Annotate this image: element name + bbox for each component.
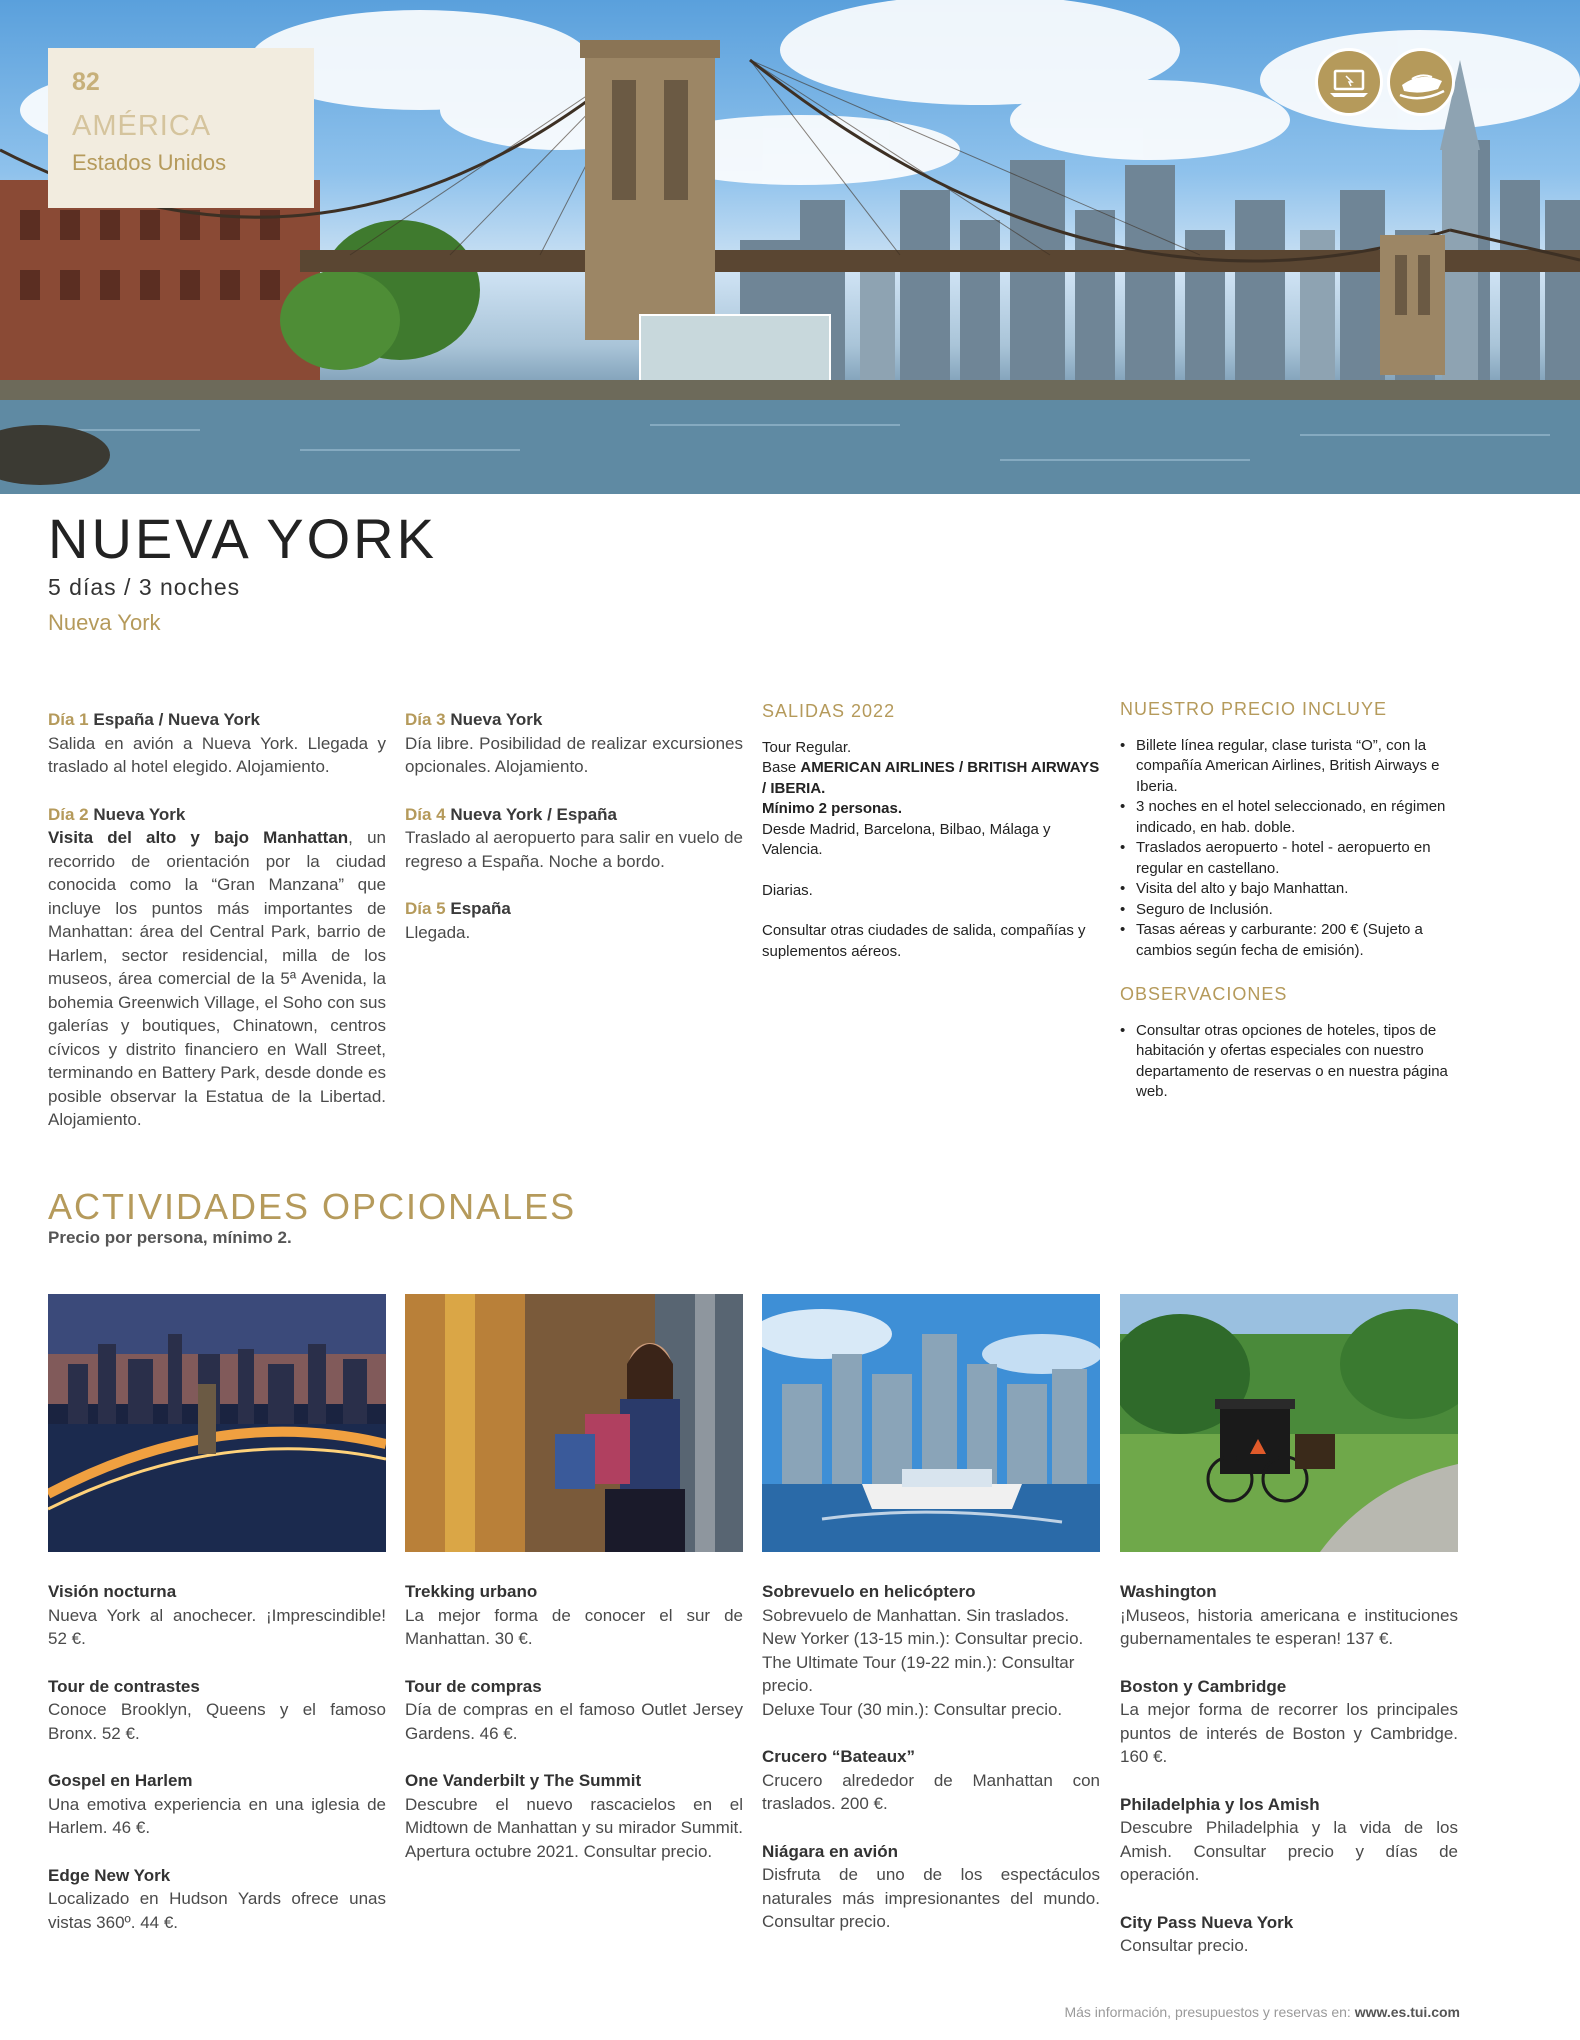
- activity-item: [48, 1864, 386, 1935]
- activities-column-2: [405, 1580, 743, 1887]
- trip-city: Nueva York: [48, 610, 161, 635]
- itinerary-day: [48, 708, 386, 779]
- day-text: Salida en avión a Nueva York. Llegada y traslado al hotel elegido. Alojamiento.: [48, 733, 386, 776]
- observaciones-list: [1120, 1021, 1458, 1103]
- activity-item: [405, 1675, 743, 1746]
- footer: [1064, 2004, 1460, 2020]
- activity-item: [762, 1580, 1100, 1721]
- salidas-tour: Tour Regular.: [762, 738, 852, 756]
- activity-name: Gospel en Harlem: [48, 1771, 193, 1790]
- activity-text: Conoce Brooklyn, Queens y el famoso Bronx. 52 €.: [48, 1700, 386, 1743]
- incluye-heading: NUESTRO PRECIO INCLUYE: [1120, 699, 1388, 719]
- salidas-base-prefix: Base: [762, 759, 801, 776]
- footer-link[interactable]: www.es.tui.com: [1354, 2004, 1460, 2020]
- day-route: Nueva York: [450, 710, 543, 729]
- activity-item: [762, 1840, 1100, 1934]
- day-route: Nueva York: [93, 804, 186, 824]
- itinerary-day: [405, 803, 743, 874]
- activity-name: Niágara en avión: [762, 1841, 899, 1861]
- activity-item: [762, 1745, 1100, 1816]
- night-bridge-photo: [48, 1294, 386, 1552]
- day-number: Día 2: [48, 804, 89, 824]
- activity-name: Boston y Cambridge: [1120, 1676, 1287, 1696]
- salidas-from: Desde Madrid, Barcelona, Bilbao, Málaga y Valencia.: [762, 820, 1051, 858]
- day-number: Día 3: [405, 710, 446, 729]
- activities-column-1: [48, 1580, 386, 1958]
- list-item: • Visita del alto y bajo Manhattan.: [1120, 879, 1458, 900]
- cruise-photo: [762, 1294, 1100, 1552]
- salidas-minimum: Mínimo 2 personas.: [762, 800, 903, 817]
- activity-item: [48, 1675, 386, 1746]
- day-number: Día 5: [405, 899, 446, 918]
- activity-name: Visión nocturna: [48, 1582, 177, 1601]
- laptop-icon: [1315, 48, 1383, 116]
- country-label: Estados Unidos: [72, 150, 227, 175]
- page-number: 82: [72, 68, 100, 96]
- activity-text: Descubre el nuevo rascacielos en el Midtown de Manhattan y su mirador Summit. Apertura octubre 2021. Consultar precio.: [405, 1794, 743, 1861]
- activity-text: Descubre Philadelphia y la vida de los Amish. Consultar precio y días de operación.: [1120, 1818, 1458, 1884]
- activity-name: Crucero “Bateaux”: [762, 1747, 916, 1766]
- activity-item: [1120, 1793, 1458, 1887]
- activity-text: ¡Museos, historia americana e instituciones gubernamentales te esperan! 137 €.: [1120, 1605, 1458, 1648]
- day-text: Llegada.: [405, 922, 471, 942]
- day-route: Nueva York / España: [450, 804, 617, 824]
- salidas-note: Consultar otras ciudades de salida, compañías y suplementos aéreos.: [762, 922, 1086, 960]
- day-route: España: [450, 899, 511, 918]
- observaciones-heading: OBSERVACIONES: [1120, 984, 1288, 1004]
- activity-name: Sobrevuelo en helicóptero: [762, 1582, 976, 1601]
- hero-image: [0, 0, 1580, 494]
- activity-item: [405, 1769, 743, 1863]
- day-highlight: Visita del alto y bajo Manhattan: [48, 828, 349, 847]
- list-item: • Seguro de Inclusión.: [1120, 900, 1458, 921]
- activity-item: [48, 1580, 386, 1651]
- list-item: • 3 noches en el hotel seleccionado, en régimen indicado, en hab. doble.: [1120, 797, 1458, 838]
- trip-duration: 5 días / 3 noches: [48, 574, 241, 600]
- activity-name: One Vanderbilt y The Summit: [405, 1771, 642, 1790]
- day-text: , un recorrido de orientación por la ciudad conocida como la “Gran Manzana” que incluye los puntos más importantes de Manhattan: área del Central Park, barrio de Harlem, sector residencial, milla de los museos, área comercial de la 5ª Avenida, la bohemia Greenwich Village, el Soho con sus galerías y boutiques, Chinatown, centros cívicos y distrito financiero en Wall Street, terminando en Battery Park, desde donde es posible observar la Estatua de la Libertad. Alojamiento.: [48, 828, 386, 1129]
- activities-column-3: [762, 1580, 1100, 1958]
- activity-name: Trekking urbano: [405, 1582, 538, 1601]
- day-number: Día 4: [405, 804, 446, 824]
- list-item: • Tasas aéreas y carburante: 200 € (Sujeto a cambios según fecha de emisión).: [1120, 920, 1458, 961]
- activity-name: Tour de compras: [405, 1676, 542, 1696]
- itinerary-column-2: [405, 708, 743, 968]
- activity-text: La mejor forma de conocer el sur de Manhattan. 30 €.: [405, 1605, 743, 1648]
- activity-text: Nueva York al anochecer. ¡Imprescindible! 52 €.: [48, 1605, 386, 1648]
- activity-name: Edge New York: [48, 1865, 171, 1885]
- incluye-list: [1120, 736, 1458, 962]
- activities-heading: ACTIVIDADES OPCIONALES: [48, 1186, 577, 1227]
- footer-text: Más información, presupuestos y reservas en:: [1064, 2004, 1355, 2020]
- activity-item: [405, 1580, 743, 1651]
- activity-text: Una emotiva experiencia en una iglesia de Harlem. 46 €.: [48, 1794, 386, 1837]
- itinerary-day: [405, 708, 743, 779]
- activities-column-4: [1120, 1580, 1458, 1982]
- salidas-airlines: AMERICAN AIRLINES / BRITISH AIRWAYS / IBERIA.: [762, 759, 1100, 797]
- salidas-section: [762, 700, 1100, 962]
- day-text: Día libre. Posibilidad de realizar excursiones opcionales. Alojamiento.: [405, 733, 743, 776]
- activity-text: Día de compras en el famoso Outlet Jersey Gardens. 46 €.: [405, 1700, 743, 1743]
- activity-item: [1120, 1911, 1458, 1958]
- list-item: • Billete línea regular, clase turista “O”, con la compañía American Airlines, British Airways e Iberia.: [1120, 736, 1458, 798]
- itinerary-day: [405, 897, 743, 944]
- section-tag: [48, 48, 314, 208]
- ship-icon: [1387, 48, 1455, 116]
- region-label: AMÉRICA: [72, 110, 212, 142]
- activity-text: La mejor forma de recorrer los principales puntos de interés de Boston y Cambridge. 160 €.: [1120, 1700, 1458, 1766]
- activity-text: Localizado en Hudson Yards ofrece unas vistas 360º. 44 €.: [48, 1889, 386, 1932]
- activity-text: Sobrevuelo de Manhattan. Sin traslados. New Yorker (13-15 min.): Consultar precio. The Ultimate Tour (19-22 min.): Consultar precio. Deluxe Tour (30 min.): Consultar precio.: [762, 1605, 1084, 1719]
- salidas-frequency: Diarias.: [762, 881, 813, 899]
- itinerary-day: [48, 803, 386, 1132]
- day-route: España / Nueva York: [93, 710, 260, 729]
- page-title: NUEVA YORK: [48, 507, 437, 570]
- activity-name: Washington: [1120, 1582, 1217, 1601]
- activity-item: [1120, 1580, 1458, 1651]
- list-item: • Traslados aeropuerto - hotel - aeropuerto en regular en castellano.: [1120, 838, 1458, 879]
- activities-subheading: Precio por persona, mínimo 2.: [48, 1228, 292, 1247]
- itinerary-column-1: [48, 708, 386, 1156]
- shopping-photo: [405, 1294, 743, 1552]
- activity-name: Philadelphia y los Amish: [1120, 1794, 1320, 1814]
- salidas-heading: SALIDAS 2022: [762, 701, 896, 721]
- day-text: Traslado al aeropuerto para salir en vuelo de regreso a España. Noche a bordo.: [405, 828, 743, 871]
- activity-item: [1120, 1675, 1458, 1769]
- activity-text: Consultar precio.: [1120, 1936, 1249, 1955]
- activity-item: [48, 1769, 386, 1840]
- activity-text: Crucero alrededor de Manhattan con traslados. 200 €.: [762, 1770, 1100, 1813]
- activity-name: City Pass Nueva York: [1120, 1912, 1294, 1932]
- day-number: Día 1: [48, 710, 89, 729]
- amish-carriage-photo: [1120, 1294, 1458, 1552]
- activity-name: Tour de contrastes: [48, 1676, 200, 1696]
- activity-text: Disfruta de uno de los espectáculos naturales más impresionantes del mundo. Consultar precio.: [762, 1865, 1100, 1931]
- incluye-section: [1120, 698, 1458, 1103]
- list-item: • Consultar otras opciones de hoteles, tipos de habitación y ofertas especiales con nuestro departamento de reservas o en nuestra página web.: [1120, 1021, 1458, 1103]
